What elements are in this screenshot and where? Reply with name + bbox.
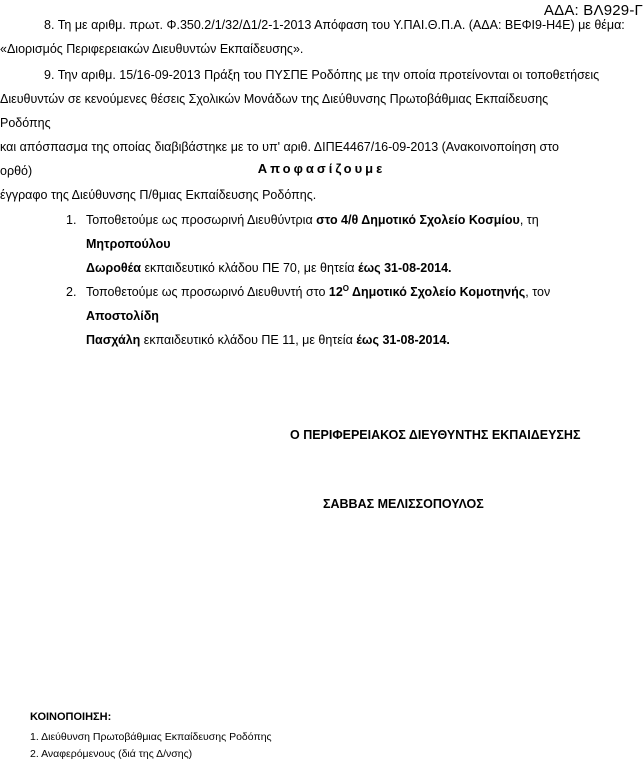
paragraph-8-line-1: [44, 13, 634, 37]
ada-header: ΑΔΑ: ΒΛ929-Γ: [543, 2, 643, 19]
decision-list: [66, 208, 626, 352]
decision-heading: Αποφασίζουμε: [257, 161, 386, 176]
paragraph-9-number: 9.: [44, 68, 55, 82]
decision-1-text-3: , τη: [519, 213, 539, 227]
paragraph-9-text-2: Διευθυντών σε κενούμενες θέσεις Σχολικών Μονάδων της Διεύθυνσης Πρωτοβάθμιας Εκπαίδευσης Ροδόπης: [0, 92, 549, 130]
decision-1-text-6: εκπαιδευτικό κλάδου ΠΕ 70, με θητεία: [141, 261, 358, 275]
decision-1-school: στο 4/θ Δημοτικό Σχολείο Κοσμίου: [316, 213, 520, 227]
notification-item-1: 1. Διεύθυνση Πρωτοβάθμιας Εκπαίδευσης Ροδόπης: [30, 731, 272, 743]
decision-2-firstname: Πασχάλη: [86, 333, 141, 347]
decision-2-number: 2.: [66, 285, 77, 299]
paragraph-9-text-1: Την αριθμ. 15/16-09-2013 Πράξη του ΠΥΣΠΕ Ροδόπης με την οποία προτείνονται οι τοποθετήσεις: [57, 68, 600, 82]
decision-2-text-7: εκπαιδευτικό κλάδου ΠΕ 11, με θητεία: [140, 333, 357, 347]
decision-1-surname: Μητροπούλου: [86, 237, 171, 251]
paragraph-9-text-4: έγγραφο της Διεύθυνσης Π/θμιας Εκπαίδευσης Ροδόπης.: [0, 188, 317, 202]
decision-1-number: 1.: [66, 213, 77, 227]
decision-2-school-number: 12: [328, 285, 343, 299]
decision-item-2: [66, 280, 626, 352]
decision-2-term: έως 31-08-2014.: [356, 333, 450, 347]
decision-1-text-1: Τοποθετούμε ως προσωρινή Διευθύντρια: [86, 213, 317, 227]
paragraph-8-text-2: «Διορισμός Περιφερειακών Διευθυντών Εκπαίδευσης».: [0, 42, 304, 56]
paragraph-8-text-1: Τη με αριθμ. πρωτ. Φ.350.2/1/32/Δ1/2-1-2013 Απόφαση του Υ.ΠΑΙ.Θ.Π.Α. (ΑΔΑ: ΒΕΦΙ9-Η4Ε) με θέμα:: [57, 18, 625, 32]
notification-label: ΚΟΙΝΟΠΟΙΗΣΗ:: [30, 711, 112, 723]
decision-2-text-1: Τοποθετούμε ως προσωρινό Διευθυντή στο: [86, 285, 329, 299]
paragraph-9: [0, 63, 634, 207]
decision-1-term: έως 31-08-2014.: [357, 261, 452, 275]
decision-2-school: Δημοτικό Σχολείο Κομοτηνής: [349, 285, 526, 299]
paragraph-8-number: 8.: [44, 18, 55, 32]
signature-title: Ο ΠΕΡΙΦΕΡΕΙΑΚΟΣ ΔΙΕΥΘΥΝΤΗΣ ΕΚΠΑΙΔΕΥΣΗΣ: [290, 428, 581, 442]
paragraph-9-line-1: [44, 63, 634, 87]
notification-item-2: 2. Αναφερόμενους (διά της Δ/νσης): [30, 748, 193, 760]
notification-list: [30, 729, 272, 763]
decision-1-firstname: Δωροθέα: [86, 261, 141, 275]
decision-2-text-4: , τον: [525, 285, 551, 299]
decision-2-ordinal-sup: Ο: [342, 283, 350, 293]
decision-2-surname: Αποστολίδη: [86, 309, 159, 323]
decision-item-1: [66, 208, 626, 280]
paragraph-9-text-3: και απόσπασμα της οποίας διαβιβάστηκε με το υπ' αριθ. ΔΙΠΕ4467/16-09-2013 (Ανακοινοποίηση στο ορθό): [0, 140, 559, 178]
paragraph-8: [0, 13, 634, 61]
signature-name: ΣΑΒΒΑΣ ΜΕΛΙΣΣΟΠΟΥΛΟΣ: [323, 497, 484, 511]
